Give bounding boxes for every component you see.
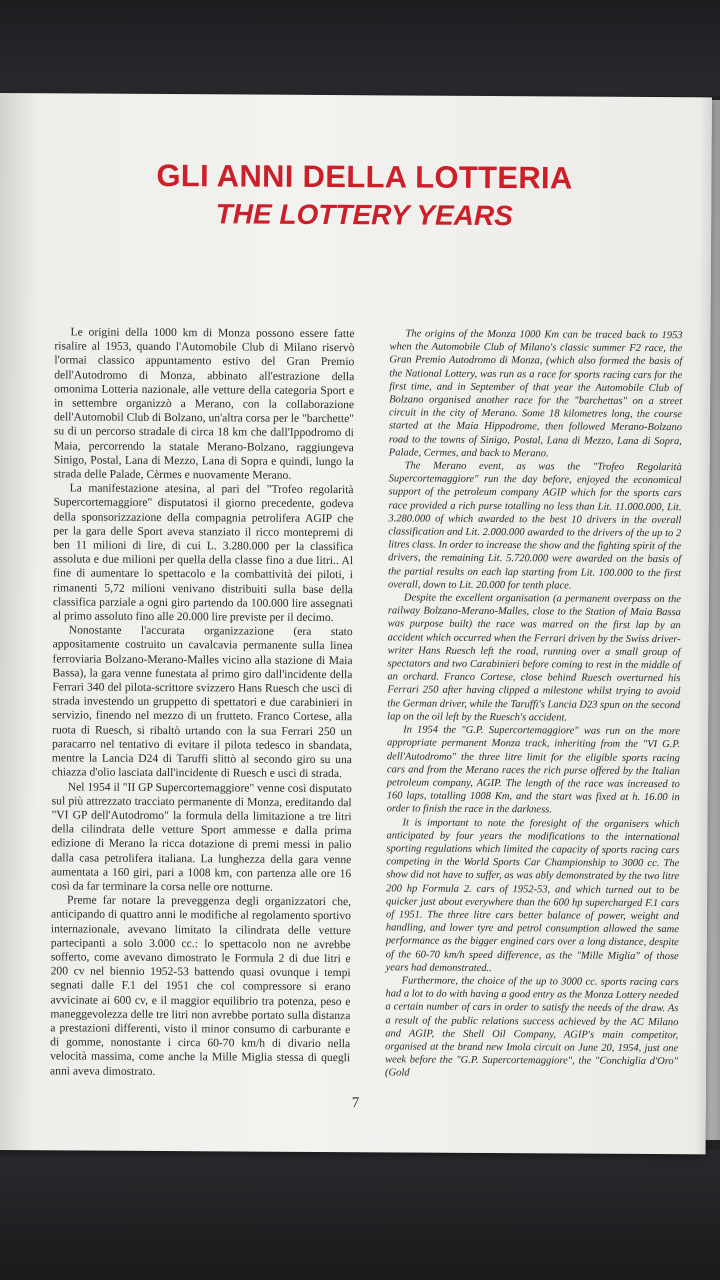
english-column (385, 327, 683, 1081)
english-paragraph: Furthermore, the choice of the up to 3000 cc. sports racing cars had a lot to do with having a good entry as the Monza Lottery needed a certain number of cars in order to satisfy the needs of the draw. As a result of the public relations success achieved by the AC Milano and AGIP, the Shell Oil Company, AGIP's main competitor, organised at the brand new Imola circuit on June 20, 1954, just one week before the "G.P. Supercortemaggiore", the "Conchiglia d'Oro" (Gold (384, 975, 679, 1079)
italian-paragraph: Nel 1954 il "II GP Supercortemaggiore" venne così disputato sul più attrezzato tracciato permanente di Monza, ereditando dal "VI GP dell'Autodromo" la formula della limitazione a tre litri della cilindrata delle vetture Sport ammesse e dalla prima edizione di Merano la ricca dotazione di premi messi in palio dalla casa petrolifera italiana. La lunghezza della gara venne aumentata a 160 giri, pari a 1008 km, con partenza alle ore 16 così da far terminare la corsa nelle ore notturne. (51, 779, 352, 894)
background-top (0, 0, 720, 96)
title-english: THE LOTTERY YEARS (215, 198, 513, 232)
english-paragraph: In 1954 the "G.P. Supercortemaggiore" was run on the more appropriate permanent Monza track, inheriting from the "VI G.P. dell'Autodromo" the three litre limit for the eligible sports racing cars and from the Merano races the rich purse offered by the Italian petroleum company, AGIP. The length of the race was increased to 160 laps, totalling 1008 Km, and the start was fixed at h. 16.00 in order to finish the race in the darkness. (386, 724, 681, 816)
italian-paragraph: Le origini della 1000 km di Monza possono essere fatte risalire al 1953, quando l'Automobile Club di Milano riservò l'ormai classico appuntamento estivo del Gran Premio dell'Autodromo di Monza, abbinato all'estrazione della omonima Lotteria nazionale, alle vetture della categoria Sport e in settembre organizzò a Merano, con la collaborazione dell'Automobil Club di Bolzano, un'altra corsa per le "barchette" su di un percorso stradale di circa 18 km che dall'Ippodromo di Maia, percorrendo la statale Merano-Bolzano, raggiungeva Sinigo, Postal, Lana di Mezzo, Lana di Sopra e quindi, lungo la strada delle Palade, Cèrmes e nuovamente Merano. (53, 325, 355, 482)
title-italian: GLI ANNI DELLA LOTTERIA (156, 157, 573, 196)
background-bottom (0, 1150, 720, 1280)
italian-paragraph: La manifestazione atesina, al pari del "Trofeo regolarità Supercortemaggiore" disputatosi il giorno precedente, godeva della sponsorizzazione della compagnia petrolifera AGIP che per la gara delle Sport aveva stanziato il ricco montepremi di ben 11 milioni di lire, di cui L. 3.280.000 per la classifica assoluta e due milioni per quella della classe fino a due litri.. Al fine di aumentare lo spettacolo e la combattività dei piloti, i rimanenti 5,72 milioni venivano distribuiti sulla base della classifica parziale a ogni giro partendo da 100.000 lire assegnati al primo assoluto fino alle 20.000 lire previste per il decimo. (52, 481, 354, 625)
english-paragraph: Despite the excellent organisation (a permanent overpass on the railway Bolzano-Merano-Malles, close to the Station of Maia Bassa was purpose built) the race was marred on the first lap by an accident which occurred when the Ferrari driven by the Swiss driver-writer Hans Ruesch left the road, running over a small group of spectators and two Carabinieri before coming to rest in the middle of an orchard. Franco Cortese, close behind Ruesch overturned his Ferrari 250 after having clipped a milestone whilst trying to avoid the German driver, while the Taruffi's Lancia D23 spun on the second lap on the oil left by the Ruesch's accident. (387, 592, 681, 724)
italian-column (50, 325, 355, 1080)
italian-paragraph: Preme far notare la preveggenza degli organizzatori che, anticipando di quattro anni le modifiche al regolamento sportivo internazionale, avevano limitato la cilindrata delle vetture partecipanti a solo 3.000 cc.: lo spettacolo non ne avrebbe sofferto, come avevano dimostrato le Formula 2 di due litri e 200 cv nel biennio 1952-53 battendo quasi ovunque i tempi segnati dalle F.1 del 1951 che col compressore si erano avvicinate ai 600 cv, e il maggior equilibrio tra potenza, peso e maneggevolezza delle tre litri non avrebbe portato sulla distanza a prestazioni differenti, visto il minor consumo di carburante e di gomme, nonostante i circa 60-70 km/h di divario nella velocità massima, come anche la Mille Miglia stessa di quegli anni aveva dimostrato. (49, 893, 352, 1078)
english-paragraph: The Merano event, as was the "Trofeo Regolarità Supercortemaggiore" run the day before, enjoyed the economical support of the petroleum company AGIP which for the sports cars race provided a rich purse totalling no less than Lit. 11.000.000, Lit. 3.280.000 of which awarded to the best 10 drivers in the overall classification and Lit. 2.000.000 awarded to the drivers of the up to 2 litres class. In order to increase the show and the fighting spirit of the drivers, the remaining Lit. 5.720.000 were awarded on the basis of the partial results on each lap starting from Lit. 100.000 to the first overall, down to Lit. 20.000 for tenth place. (387, 460, 682, 592)
page-number: 7 (351, 1095, 360, 1112)
english-paragraph: The origins of the Monza 1000 Km can be traced back to 1953 when the Automobile Club of Milano's classic summer F2 race, the Gran Premio Autodromo di Monza, (which also formed the basis of the National Lottery, was run as a race for sports racing cars for the first time, and in September of that year the Automobile Club of Bolzano organised another race for the "barchettas" on a street circuit in the city of Merano. Some 18 kilometres long, the course started at the Maia Hippodrome, then followed Merano-Bolzano road to the towns of Sinigo, Postal, Lana di Mezzo, Lana di Sopra, Palade, Cermes, and back to Merano. (388, 328, 683, 460)
book-page (0, 93, 712, 1154)
english-paragraph: It is important to note the foresight of the organisers which anticipated by four years the modifications to the international sporting regulations which limited the capacity of sports racing cars competing in the World Sports Car Championship to 3000 cc. The show did not have to suffer, as was ably demonstrated by the two litre 200 hp Formula 2. cars of 1952-53, and which turned out to be quicker just about everywhere than the 600 hp supercharged F.1 cars of 1951. The three litre cars better balance of power, weight and handling, and lower tyre and petrol consumption allowed the same performance as the bigger engined cars over a long distance, despite of the 60-70 km/h speed difference, as the "Mille Miglia" of those years had demonstrated.. (385, 816, 680, 974)
italian-paragraph: Nonostante l'accurata organizzazione (era stato appositamente costruito un cavalcavia permanente sulla linea ferroviaria Bolzano-Merano-Malles vicino alla stazione di Maia Bassa), la gara venne funestata al primo giro dall'incidente della Ferrari 340 del pilota-scrittore svizzero Hans Ruesch che uscì di strada investendo un gruppetto di spettatori e due carabinieri in servizio, finendo nel mezzo di un frutteto. Franco Cortese, alla ruota di Ruesch, si ribaltò urtando con la sua Ferrari 250 un paracarro nel tentativo di evitare il pilota tedesco in sbandata, mentre la Lancia D24 di Taruffi slittò al secondo giro su una chiazza d'olio lasciata dall'incidente di Ruesch e uscì di strada. (51, 623, 353, 781)
